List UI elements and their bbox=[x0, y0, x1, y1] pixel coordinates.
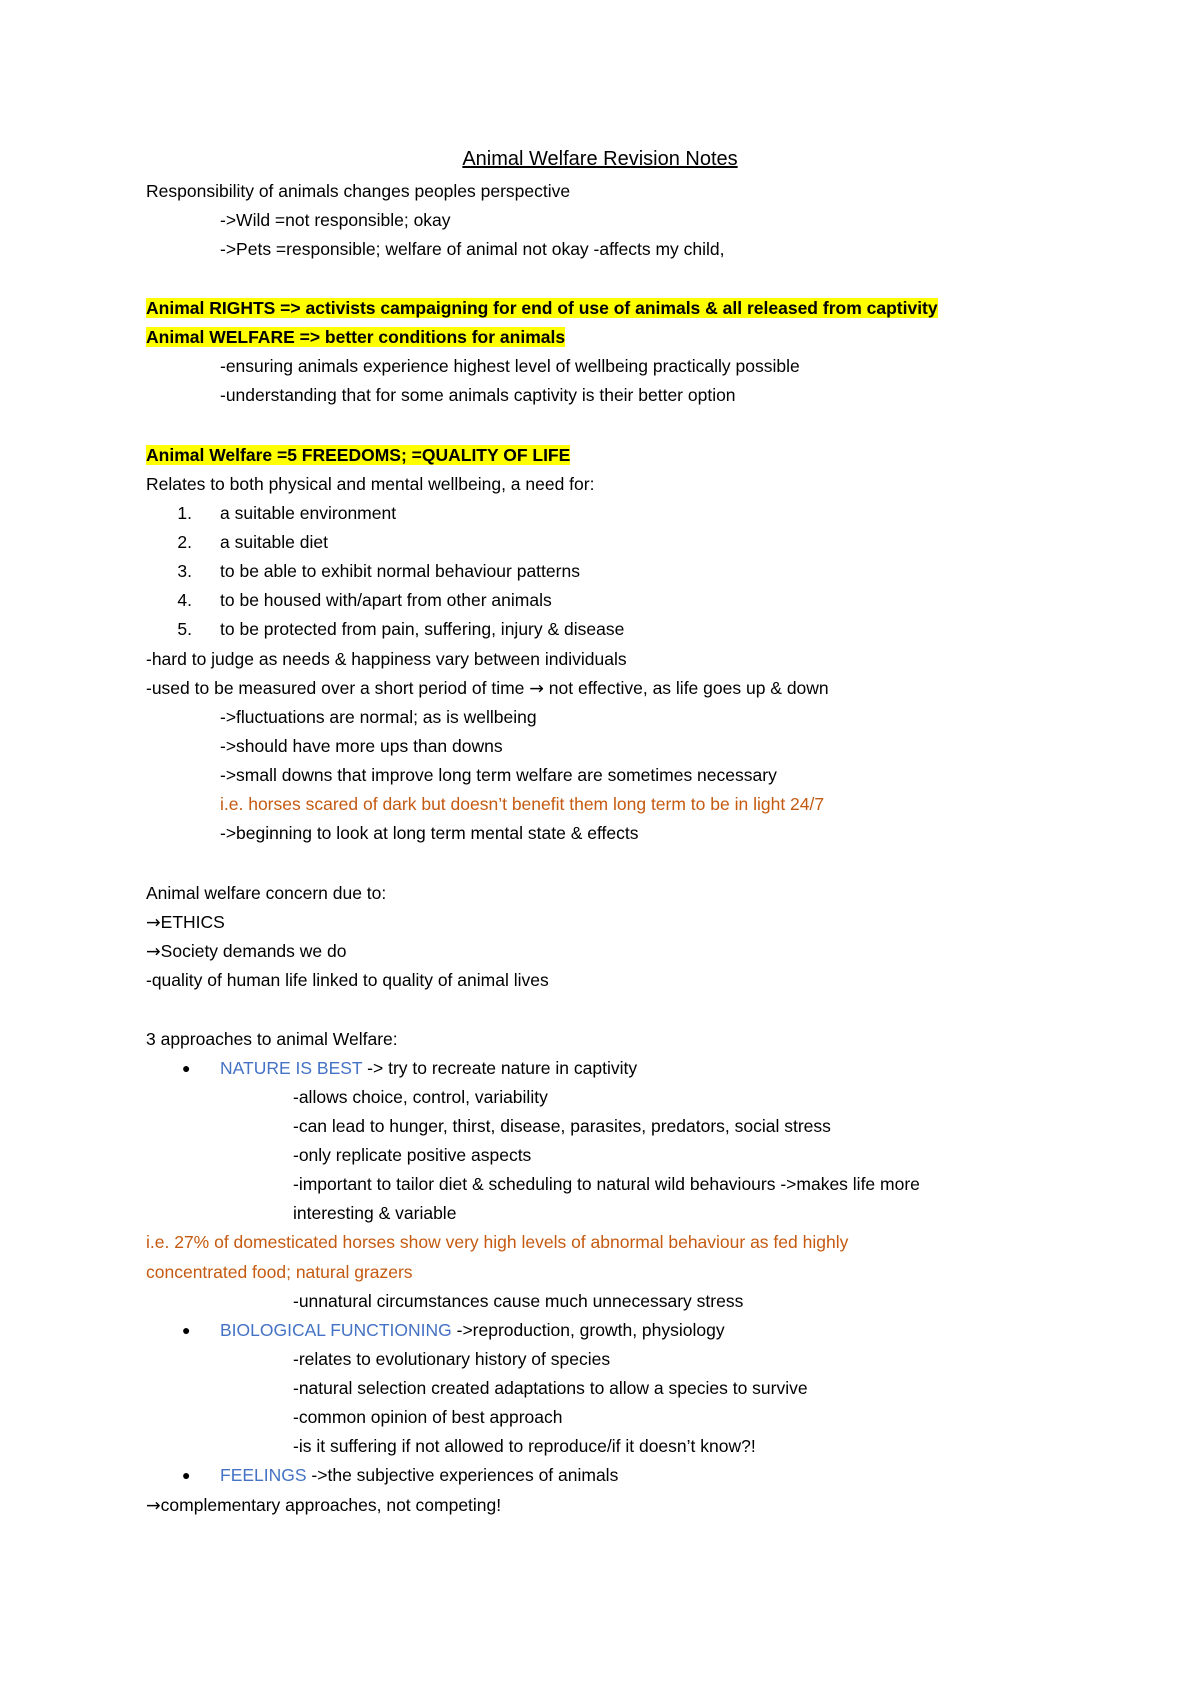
list-number: 2. bbox=[177, 532, 192, 552]
welfare-line bbox=[146, 326, 565, 348]
relates-line: Relates to both physical and mental wellbeing, a need for: bbox=[146, 474, 595, 494]
complementary-line: →complementary approaches, not competing! bbox=[146, 1495, 502, 1516]
freedom-item: 1. a suitable environment bbox=[220, 502, 396, 524]
wild-line: ->Wild =not responsible; okay bbox=[220, 210, 451, 230]
nature-example-line-2: concentrated food; natural grazers bbox=[146, 1262, 413, 1282]
understanding-line: -understanding that for some animals captivity is their better option bbox=[220, 385, 736, 405]
freedom-item: 4. to be housed with/apart from other animals bbox=[220, 589, 552, 611]
bullet-icon: ● bbox=[182, 1467, 191, 1483]
nature-bullet-item: ● NATURE IS BEST -> try to recreate nature in captivity bbox=[182, 1058, 638, 1078]
page-title: Animal Welfare Revision Notes bbox=[462, 148, 738, 170]
bio-point: -relates to evolutionary history of species bbox=[293, 1349, 611, 1369]
feelings-bullet-item: ● FEELINGS ->the subjective experiences of animals bbox=[182, 1465, 619, 1485]
bio-bullet-item: ● BIOLOGICAL FUNCTIONING ->reproduction, growth, physiology bbox=[182, 1320, 725, 1340]
approaches-heading: 3 approaches to animal Welfare: bbox=[146, 1029, 398, 1049]
ensuring-line: -ensuring animals experience highest level of wellbeing practically possible bbox=[220, 356, 800, 376]
freedom-item: 2. a suitable diet bbox=[220, 531, 328, 553]
freedoms-highlight: Animal Welfare =5 FREEDOMS; =QUALITY OF LIFE bbox=[146, 445, 571, 465]
arrow-icon: → bbox=[529, 679, 544, 699]
bio-point: -common opinion of best approach bbox=[293, 1407, 563, 1427]
ethics-line: →ETHICS bbox=[146, 912, 225, 933]
nature-point: -can lead to hunger, thirst, disease, parasites, predators, social stress bbox=[293, 1116, 831, 1136]
nature-label: NATURE IS BEST bbox=[220, 1058, 363, 1078]
freedom-item: 5. to be protected from pain, suffering, injury & disease bbox=[220, 618, 624, 640]
list-number: 4. bbox=[177, 590, 192, 610]
rights-highlight: Animal RIGHTS => activists campaigning for end of use of animals & all released from captivity bbox=[146, 298, 938, 318]
concern-heading: Animal welfare concern due to: bbox=[146, 883, 387, 903]
responsibility-line: Responsibility of animals changes peoples perspective bbox=[146, 181, 571, 201]
rights-line bbox=[146, 297, 938, 319]
nature-example-line-1: i.e. 27% of domesticated horses show very high levels of abnormal behaviour as fed highly bbox=[146, 1232, 849, 1252]
nature-unnatural-line: -unnatural circumstances cause much unnecessary stress bbox=[293, 1291, 744, 1311]
freedom-item: 3. to be able to exhibit normal behaviour patterns bbox=[220, 560, 580, 582]
arrow-icon: → bbox=[146, 942, 161, 962]
list-number: 5. bbox=[177, 619, 192, 639]
arrow-icon: → bbox=[146, 913, 161, 933]
quality-line: -quality of human life linked to quality of animal lives bbox=[146, 970, 549, 990]
ups-line: ->should have more ups than downs bbox=[220, 736, 503, 756]
freedoms-heading bbox=[146, 444, 570, 466]
nature-point: -allows choice, control, variability bbox=[293, 1087, 548, 1107]
nature-point: -important to tailor diet & scheduling to natural wild behaviours ->makes life more bbox=[293, 1174, 920, 1194]
bullet-icon: ● bbox=[182, 1322, 191, 1338]
welfare-highlight: Animal WELFARE => better conditions for animals bbox=[146, 327, 566, 347]
feelings-label: FEELINGS bbox=[220, 1465, 307, 1485]
horses-example: i.e. horses scared of dark but doesn’t benefit them long term to be in light 24/7 bbox=[220, 794, 825, 814]
bio-label: BIOLOGICAL FUNCTIONING bbox=[220, 1320, 452, 1340]
society-line: →Society demands we do bbox=[146, 941, 347, 962]
bio-point: -natural selection created adaptations to allow a species to survive bbox=[293, 1378, 808, 1398]
bio-point: -is it suffering if not allowed to reproduce/if it doesn’t know?! bbox=[293, 1436, 756, 1456]
pets-line: ->Pets =responsible; welfare of animal not okay -affects my child, bbox=[220, 239, 725, 259]
hard-line: -hard to judge as needs & happiness vary between individuals bbox=[146, 649, 627, 669]
arrow-icon: → bbox=[146, 1496, 161, 1516]
beginning-line: ->beginning to look at long term mental state & effects bbox=[220, 823, 639, 843]
used-line: -used to be measured over a short period of time → not effective, as life goes up & down bbox=[146, 678, 829, 699]
list-number: 3. bbox=[177, 561, 192, 581]
bullet-icon: ● bbox=[182, 1060, 191, 1076]
nature-point: -only replicate positive aspects bbox=[293, 1145, 532, 1165]
fluctuations-line: ->fluctuations are normal; as is wellbeing bbox=[220, 707, 537, 727]
nature-point: interesting & variable bbox=[293, 1203, 457, 1223]
small-downs-line: ->small downs that improve long term welfare are sometimes necessary bbox=[220, 765, 777, 785]
list-number: 1. bbox=[177, 503, 192, 523]
